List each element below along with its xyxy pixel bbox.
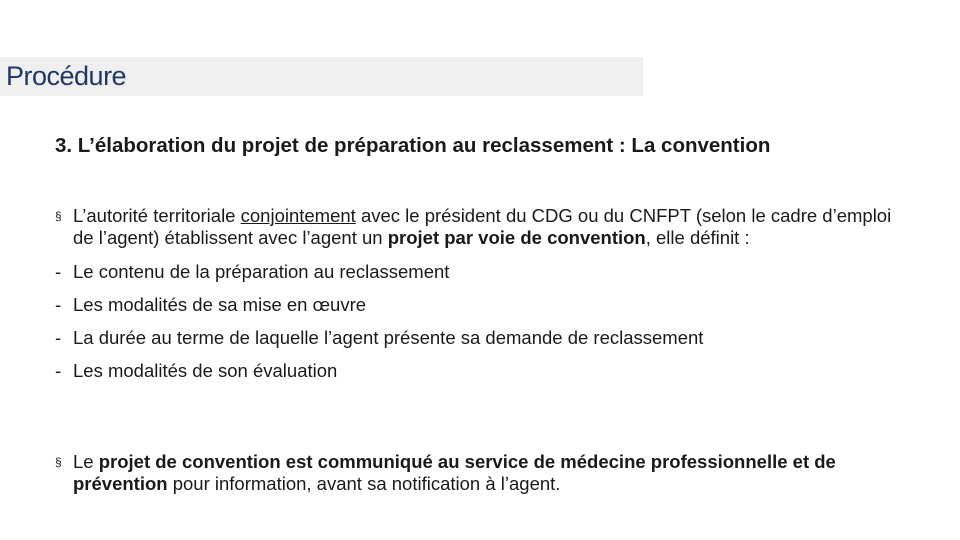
communication-block	[55, 451, 915, 495]
dash-marker: -	[55, 360, 62, 381]
paragraph-text: L’autorité territoriale	[73, 205, 241, 226]
paragraph-bold-text: projet par voie de convention	[387, 227, 646, 248]
list-item	[55, 360, 915, 393]
dash-marker: -	[55, 327, 62, 348]
list-item-text: Le contenu de la préparation au reclassement	[73, 261, 450, 282]
bullet-paragraph-authority	[55, 205, 915, 249]
list-item	[55, 327, 915, 360]
paragraph-underlined-text: conjointement	[240, 205, 356, 226]
paragraph-text: Le	[73, 451, 99, 472]
page-title: Procédure	[6, 61, 127, 91]
list-item-text: Les modalités de sa mise en œuvre	[73, 294, 367, 315]
bullet-paragraph-communication	[55, 451, 915, 495]
paragraph-text: , elle définit :	[645, 227, 750, 248]
procedure-block	[55, 205, 915, 393]
section-bullet-icon: §	[55, 209, 62, 223]
list-item	[55, 261, 915, 294]
list-item-text: Les modalités de son évaluation	[73, 360, 338, 381]
dash-marker: -	[55, 294, 62, 315]
list-item-text: La durée au terme de laquelle l’agent présente sa demande de reclassement	[73, 327, 704, 348]
list-item	[55, 294, 915, 327]
paragraph-bold-text: projet de convention est communiqué au service de médecine professionnelle et de prévention	[73, 451, 836, 494]
section-heading	[55, 132, 770, 160]
section-heading-text: 3. L’élaboration du projet de préparation au reclassement : La convention	[55, 134, 771, 157]
definition-list	[55, 261, 915, 393]
section-bullet-icon: §	[55, 455, 62, 469]
paragraph-text: avec le président du CDG ou du CNFPT (selon le cadre d’emploi de l’agent) établissent avec l’agent un	[73, 205, 892, 248]
paragraph-text: pour information, avant sa notification à l’agent.	[167, 473, 561, 494]
dash-marker: -	[55, 261, 62, 282]
